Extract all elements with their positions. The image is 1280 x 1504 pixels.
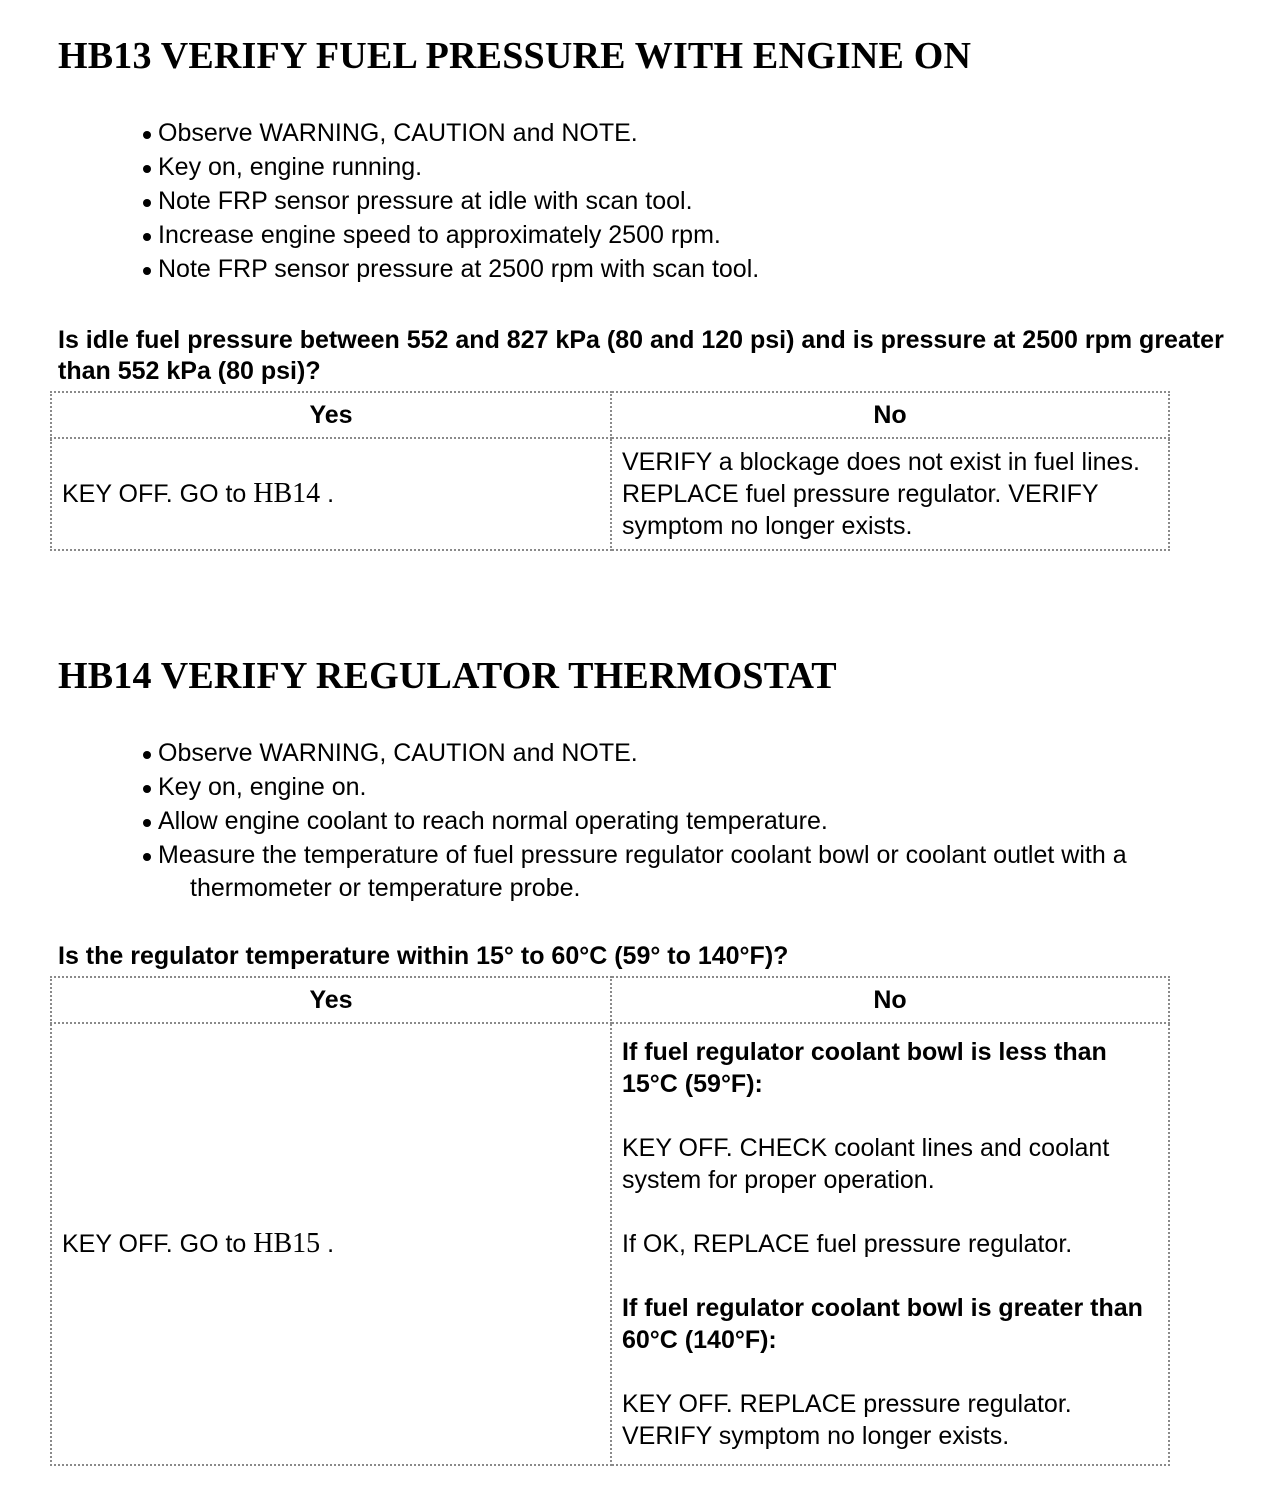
- hb14-no-gap-3: [622, 1260, 1158, 1292]
- hb14-no-para-1: KEY OFF. CHECK coolant lines and coolant system for proper operation.: [622, 1134, 1110, 1194]
- hb14-no-gap-4: [622, 1356, 1158, 1388]
- hb13-table: [50, 391, 1170, 551]
- hb13-yes-header: Yes: [51, 392, 611, 438]
- hb14-no-para-2: If OK, REPLACE fuel pressure regulator.: [622, 1230, 1073, 1258]
- hb14-yes-cell: [51, 1023, 611, 1465]
- hb13-step-5: Note FRP sensor pressure at 2500 rpm with scan tool.: [140, 252, 759, 286]
- hb14-table: [50, 976, 1170, 1466]
- hb14-yes-text: KEY OFF. GO to: [62, 1230, 247, 1258]
- hb13-step-1: Observe WARNING, CAUTION and NOTE.: [140, 116, 759, 150]
- hb14-yes-end: .: [320, 1230, 335, 1258]
- hb14-no-header: No: [611, 977, 1169, 1023]
- hb14-no-gap-2: [622, 1196, 1158, 1228]
- hb14-step-4-text: Measure the temperature of fuel pressure regulator coolant bowl or coolant outlet with a: [158, 841, 1127, 869]
- hb14-table-row: [51, 1023, 1169, 1465]
- hb14-no-cell: [611, 1023, 1169, 1465]
- hb13-table-row: [51, 438, 1169, 550]
- hb15-link[interactable]: HB15: [253, 1228, 321, 1259]
- hb14-no-condition-high: If fuel regulator coolant bowl is greater than 60°C (140°F):: [622, 1294, 1143, 1354]
- hb13-steps: [140, 116, 759, 286]
- hb14-title: HB14 VERIFY REGULATOR THERMOSTAT: [58, 655, 837, 697]
- hb14-no-condition-low: If fuel regulator coolant bowl is less than 15°C (59°F):: [622, 1038, 1107, 1098]
- hb14-step-4-cont: thermometer or temperature probe.: [190, 874, 581, 902]
- hb13-question: Is idle fuel pressure between 552 and 827 kPa (80 and 120 psi) and is pressure at 2500 rpm greater than 552 kPa (80 psi)?: [58, 326, 1224, 385]
- hb13-no-cell: VERIFY a blockage does not exist in fuel lines. REPLACE fuel pressure regulator. VERIFY symptom no longer exists.: [611, 438, 1169, 550]
- hb14-step-1: Observe WARNING, CAUTION and NOTE.: [140, 736, 1127, 770]
- hb14-no-para-3: KEY OFF. REPLACE pressure regulator. VERIFY symptom no longer exists.: [622, 1390, 1072, 1450]
- hb14-steps: [140, 736, 1127, 904]
- hb14-step-3: Allow engine coolant to reach normal operating temperature.: [140, 804, 1127, 838]
- hb14-step-2: Key on, engine on.: [140, 770, 1127, 804]
- hb14-no-gap-1: [622, 1100, 1158, 1132]
- hb14-step-4: [140, 838, 1127, 904]
- hb13-no-header: No: [611, 392, 1169, 438]
- hb13-step-2: Key on, engine running.: [140, 150, 759, 184]
- hb13-title: HB13 VERIFY FUEL PRESSURE WITH ENGINE ON: [58, 35, 972, 77]
- hb13-yes-end: .: [320, 480, 335, 508]
- hb13-yes-cell: [51, 438, 611, 550]
- hb13-step-3: Note FRP sensor pressure at idle with scan tool.: [140, 184, 759, 218]
- hb13-table-header-row: [51, 392, 1169, 438]
- hb14-table-header-row: [51, 977, 1169, 1023]
- hb13-step-4: Increase engine speed to approximately 2500 rpm.: [140, 218, 759, 252]
- hb13-yes-text: KEY OFF. GO to: [62, 480, 247, 508]
- hb14-question: Is the regulator temperature within 15° to 60°C (59° to 140°F)?: [58, 942, 789, 970]
- hb14-link[interactable]: HB14: [253, 478, 321, 509]
- hb14-yes-header: Yes: [51, 977, 611, 1023]
